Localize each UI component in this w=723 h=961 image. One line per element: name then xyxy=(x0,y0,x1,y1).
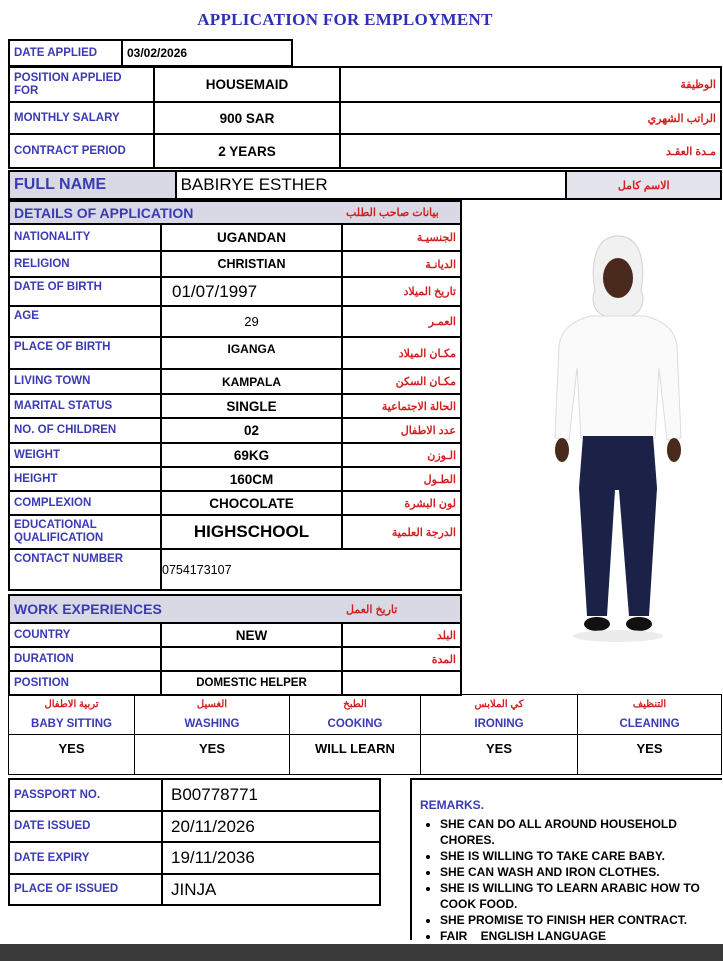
weight-arabic: الـوزن xyxy=(342,443,461,467)
contact-value: 0754173107 xyxy=(161,549,461,590)
passport-row xyxy=(9,779,380,811)
place-issued-label: PLACE OF ISSUED xyxy=(9,874,162,905)
marital-status-value: SINGLE xyxy=(161,394,342,418)
details-header: DETAILS OF APPLICATION xyxy=(9,201,342,224)
skill-baby-sitting xyxy=(9,695,135,735)
marital-status-label: MARITAL STATUS xyxy=(9,394,161,418)
country-label: COUNTRY xyxy=(9,623,161,647)
dob-arabic: تاريخ الميلاد xyxy=(342,277,461,306)
detail-row xyxy=(9,277,461,306)
detail-row xyxy=(9,251,461,277)
work-row xyxy=(9,671,461,695)
skills-label-row xyxy=(9,695,722,735)
position-label: POSITION APPLIED FOR xyxy=(9,67,154,102)
date-expiry-label: DATE EXPIRY xyxy=(9,842,162,874)
living-town-arabic: مكـان السكن xyxy=(342,369,461,394)
salary-arabic: الراتب الشهري xyxy=(340,102,721,134)
skill-ironing xyxy=(421,695,578,735)
skill-value: YES xyxy=(135,735,290,775)
contract-value: 2 YEARS xyxy=(154,134,340,168)
remark-item: • SHE PROMISE TO FINISH HER CONTRACT. xyxy=(440,912,722,928)
detail-row xyxy=(9,337,461,369)
skill-cooking xyxy=(290,695,421,735)
position-table xyxy=(8,66,722,169)
place-of-birth-value: IGANGA xyxy=(161,337,342,369)
detail-row xyxy=(9,418,461,443)
work-table xyxy=(8,594,462,696)
skill-value: YES xyxy=(421,735,578,775)
skill-arabic: الطبخ xyxy=(343,698,367,710)
skill-label: BABY SITTING xyxy=(31,717,112,730)
details-header-arabic: بيانات صاحب الطلب xyxy=(342,201,461,224)
passport-row xyxy=(9,842,380,874)
contract-arabic: مـدة العقـد xyxy=(340,134,721,168)
duration-arabic: المدة xyxy=(342,647,461,671)
position-row xyxy=(9,67,721,102)
detail-row xyxy=(9,491,461,515)
salary-label: MONTHLY SALARY xyxy=(9,102,154,134)
skill-arabic: تربية الاطفال xyxy=(44,698,99,710)
contract-label: CONTRACT PERIOD xyxy=(9,134,154,168)
skill-value: YES xyxy=(9,735,135,775)
contract-row xyxy=(9,134,721,168)
full-name-label: FULL NAME xyxy=(9,171,176,199)
passport-row xyxy=(9,874,380,905)
remark-item: • FAIR ENGLISH LANGUAGE xyxy=(440,928,722,944)
passport-row xyxy=(9,811,380,842)
remark-item: • SHE IS WILLING TO TAKE CARE BABY. xyxy=(440,848,722,864)
dob-label: DATE OF BIRTH xyxy=(9,277,161,306)
children-arabic: عدد الاطفال xyxy=(342,418,461,443)
passport-table xyxy=(8,778,381,906)
remark-item: • SHE CAN DO ALL AROUND HOUSEHOLD CHORES. xyxy=(440,816,722,848)
nationality-value: UGANDAN xyxy=(161,224,342,251)
date-issued-label: DATE ISSUED xyxy=(9,811,162,842)
details-table xyxy=(8,200,462,591)
position-value: HOUSEMAID xyxy=(154,67,340,102)
complexion-arabic: لون البشرة xyxy=(342,491,461,515)
religion-label: RELIGION xyxy=(9,251,161,277)
nationality-arabic: الجنسيـة xyxy=(342,224,461,251)
complexion-value: CHOCOLATE xyxy=(161,491,342,515)
date-issued-value: 20/11/2026 xyxy=(162,811,380,842)
skills-table xyxy=(8,694,722,775)
detail-row xyxy=(9,306,461,337)
skill-label: COOKING xyxy=(327,717,383,730)
age-label: AGE xyxy=(9,306,161,337)
nationality-label: NATIONALITY xyxy=(9,224,161,251)
detail-row xyxy=(9,467,461,491)
date-applied-label: DATE APPLIED xyxy=(9,40,122,66)
duration-label: DURATION xyxy=(9,647,161,671)
full-name-table xyxy=(8,170,722,200)
detail-row xyxy=(9,549,461,590)
education-arabic: الدرجة العلمية xyxy=(342,515,461,549)
bottom-bar xyxy=(0,944,723,961)
position-held-label: POSITION xyxy=(9,671,161,695)
full-name-arabic: الاسم كامل xyxy=(566,171,721,199)
remarks-title: REMARKS. xyxy=(420,798,485,812)
country-arabic: البلد xyxy=(342,623,461,647)
height-label: HEIGHT xyxy=(9,467,161,491)
details-header-row xyxy=(9,201,461,224)
children-label: NO. OF CHILDREN xyxy=(9,418,161,443)
skill-arabic: الغسيل xyxy=(196,698,228,710)
full-name-value: BABIRYE ESTHER xyxy=(176,171,567,199)
weight-label: WEIGHT xyxy=(9,443,161,467)
skills-value-row xyxy=(9,735,722,775)
position-held-arabic xyxy=(342,671,461,695)
detail-row xyxy=(9,369,461,394)
skill-label: IRONING xyxy=(474,717,524,730)
place-of-birth-label: PLACE OF BIRTH xyxy=(9,337,161,369)
skill-arabic: كي الملابس xyxy=(474,698,524,710)
work-row xyxy=(9,623,461,647)
detail-row xyxy=(9,394,461,418)
religion-arabic: الديانـة xyxy=(342,251,461,277)
place-issued-value: JINJA xyxy=(162,874,380,905)
detail-row xyxy=(9,515,461,549)
duration-value xyxy=(161,647,342,671)
religion-value: CHRISTIAN xyxy=(161,251,342,277)
living-town-value: KAMPALA xyxy=(161,369,342,394)
detail-row xyxy=(9,443,461,467)
skill-label: WASHING xyxy=(184,717,240,730)
education-label: EDUCATIONAL QUALIFICATION xyxy=(9,515,161,549)
age-value: 29 xyxy=(161,306,342,337)
position-arabic: الوظيفة xyxy=(340,67,721,102)
remarks-list xyxy=(420,816,722,944)
position-held-value: DOMESTIC HELPER xyxy=(161,671,342,695)
passport-no-value: B00778771 xyxy=(162,779,380,811)
date-expiry-value: 19/11/2036 xyxy=(162,842,380,874)
dob-value: 01/07/1997 xyxy=(161,277,342,306)
salary-value: 900 SAR xyxy=(154,102,340,134)
height-value: 160CM xyxy=(161,467,342,491)
living-town-label: LIVING TOWN xyxy=(9,369,161,394)
country-value: NEW xyxy=(161,623,342,647)
skill-value: WILL LEARN xyxy=(290,735,421,775)
work-row xyxy=(9,647,461,671)
skill-cleaning xyxy=(578,695,722,735)
date-applied-table xyxy=(8,39,293,67)
remark-item: • SHE CAN WASH AND IRON CLOTHES. xyxy=(440,864,722,880)
page-title: APPLICATION FOR EMPLOYMENT xyxy=(197,10,493,29)
skill-arabic: التنظيف xyxy=(632,698,667,710)
skill-label: CLEANING xyxy=(619,717,680,730)
work-header: WORK EXPERIENCES xyxy=(9,595,342,623)
work-header-arabic: تاريخ العمل xyxy=(342,595,461,623)
place-of-birth-arabic: مكـان الميلاد xyxy=(342,337,461,369)
skill-value: YES xyxy=(578,735,722,775)
contact-label: CONTACT NUMBER xyxy=(9,549,161,590)
date-applied-value: 03/02/2026 xyxy=(122,40,292,66)
applicant-photo xyxy=(553,228,683,648)
work-header-row xyxy=(9,595,461,623)
detail-row xyxy=(9,224,461,251)
remark-item: • SHE IS WILLING TO LEARN ARABIC HOW TO COOK FOOD. xyxy=(440,880,722,912)
education-value: HIGHSCHOOL xyxy=(161,515,342,549)
children-value: 02 xyxy=(161,418,342,443)
passport-no-label: PASSPORT NO. xyxy=(9,779,162,811)
complexion-label: COMPLEXION xyxy=(9,491,161,515)
marital-status-arabic: الحالة الاجتماعية xyxy=(342,394,461,418)
height-arabic: الطـول xyxy=(342,467,461,491)
salary-row xyxy=(9,102,721,134)
skill-washing xyxy=(135,695,290,735)
weight-value: 69KG xyxy=(161,443,342,467)
remarks-box xyxy=(410,778,722,943)
age-arabic: العمـر xyxy=(342,306,461,337)
